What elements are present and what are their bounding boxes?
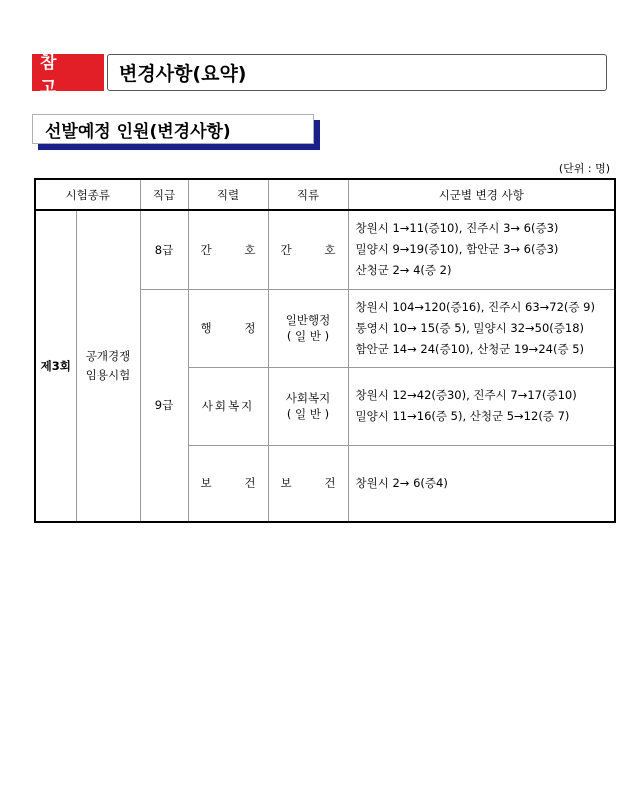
section-title: 선발예정 인원(변경사항): [32, 114, 314, 144]
table-header-row: [35, 179, 615, 210]
header-exam-type: 시험종류: [35, 179, 140, 210]
header-changes: 시군별 변경 사항: [348, 179, 615, 210]
stream-cell: 사회복지 ( 일 반 ): [268, 367, 348, 445]
changes-cell: 창원시 2→ 6(증4): [348, 445, 615, 522]
exam-round: 제3회: [35, 210, 76, 522]
header-grade: 직급: [140, 179, 188, 210]
series-cell: 간 호: [188, 210, 268, 289]
reference-badge: 참 고: [32, 54, 104, 91]
series-cell: 보 건: [188, 445, 268, 522]
page-title: 변경사항(요약): [107, 54, 607, 91]
series-cell: 사회복지: [188, 367, 268, 445]
changes-cell: 창원시 1→11(증10), 진주시 3→ 6(증3) 밀양시 9→19(증10), 함안군 3→ 6(증3) 산청군 2→ 4(증 2): [348, 210, 615, 289]
exam-type: 공개경쟁 임용시험: [76, 210, 140, 522]
stream-cell: 보 건: [268, 445, 348, 522]
change-table: [34, 178, 616, 523]
grade-9: 9급: [140, 289, 188, 522]
changes-cell: 창원시 12→42(증30), 진주시 7→17(증10) 밀양시 11→16(증 5), 산청군 5→12(증 7): [348, 367, 615, 445]
table-row: [35, 210, 615, 289]
stream-cell: 일반행정 ( 일 반 ): [268, 289, 348, 367]
unit-label: (단위 : 명): [558, 162, 610, 175]
grade-8: 8급: [140, 210, 188, 289]
changes-cell: 창원시 104→120(증16), 진주시 63→72(증 9) 통영시 10→ 15(증 5), 밀양시 32→50(증18) 함안군 14→ 24(증10), 산청군 19→24(증 5): [348, 289, 615, 367]
stream-cell: 간 호: [268, 210, 348, 289]
header-series: 직렬: [188, 179, 268, 210]
series-cell: 행 정: [188, 289, 268, 367]
header-stream: 직류: [268, 179, 348, 210]
